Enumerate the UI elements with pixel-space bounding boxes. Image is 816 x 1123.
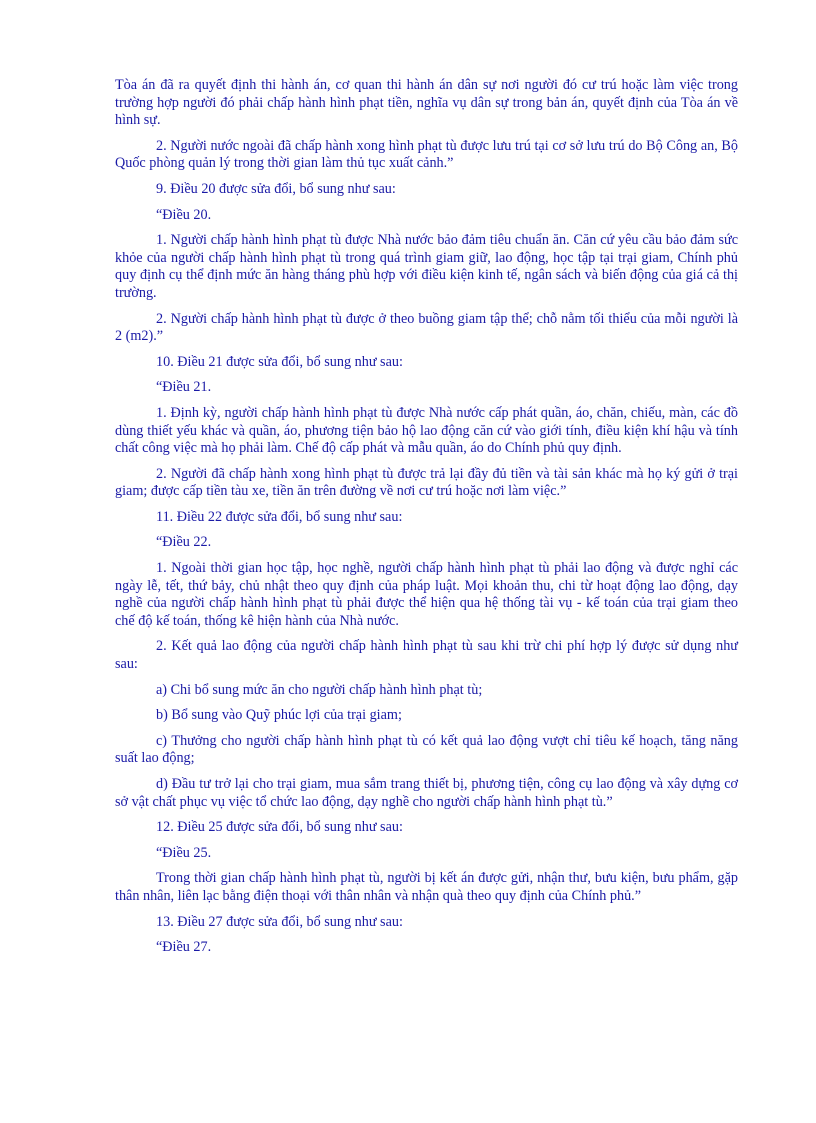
paragraph: d) Đầu tư trở lại cho trại giam, mua sắm trang thiết bị, phương tiện, công cụ lao động và xây dựng cơ sở vật chất phục vụ việc tổ chức lao động, dạy nghề cho người chấp hành hình phạt tù.”	[115, 776, 738, 810]
paragraph: “Điều 20.	[156, 206, 212, 223]
paragraph: “Điều 21.	[156, 379, 212, 396]
paragraph: c) Thưởng cho người chấp hành hình phạt tù có kết quả lao động vượt chỉ tiêu kế hoạch, tăng năng suất lao động;	[115, 732, 738, 767]
document-page	[115, 77, 738, 965]
paragraph: 1. Định kỳ, người chấp hành hình phạt tù được Nhà nước cấp phát quần, áo, chăn, chiếu, màn, các đồ dùng thiết yếu khác và quần, áo, phương tiện bảo hộ lao động căn cứ vào giới tính, điều kiện khí hậu và tính chất công việc mà họ phải làm. Chế độ cấp phát và mẫu quần, áo do Chính phủ quy định.	[115, 404, 738, 457]
paragraph: Trong thời gian chấp hành hình phạt tù, người bị kết án được gửi, nhận thư, bưu kiện, bưu phẩm, gặp thân nhân, liên lạc bằng điện thoại với thân nhân và nhận quà theo quy định của Chính phủ.”	[115, 870, 738, 904]
paragraph: 2. Người nước ngoài đã chấp hành xong hình phạt tù được lưu trú tại cơ sở lưu trú do Bộ Công an, Bộ Quốc phòng quản lý trong thời gian làm thủ tục xuất cảnh.”	[115, 137, 738, 172]
paragraph: 2. Kết quả lao động của người chấp hành hình phạt tù sau khi trừ chi phí hợp lý được sử dụng như sau:	[115, 638, 738, 673]
paragraph: a) Chi bổ sung mức ăn cho người chấp hành hình phạt tù;	[156, 681, 483, 698]
paragraph: 9. Điều 20 được sửa đổi, bổ sung như sau:	[156, 180, 396, 197]
paragraph: “Điều 22.	[156, 534, 212, 551]
paragraph: b) Bổ sung vào Quỹ phúc lợi của trại giam;	[156, 707, 402, 724]
paragraph: Tòa án đã ra quyết định thi hành án, cơ quan thi hành án dân sự nơi người đó cư trú hoặc làm việc trong trường hợp người đó phải chấp hành hình phạt tiền, nghĩa vụ dân sự trong bản án, quyết định của Tòa án về hình sự.	[115, 77, 738, 129]
paragraph: “Điều 25.	[156, 844, 212, 861]
paragraph: 13. Điều 27 được sửa đổi, bổ sung như sau:	[156, 913, 403, 930]
paragraph: 1. Ngoài thời gian học tập, học nghề, người chấp hành hình phạt tù phải lao động và được nghỉ các ngày lễ, tết, thứ bảy, chủ nhật theo quy định của pháp luật. Mọi khoản thu, chi từ hoạt động lao động, dạy nghề của người chấp hành hình phạt tù phải được thể hiện qua hệ thống tài vụ - kế toán của trại giam theo chế độ kế toán, thống kê hiện hành của Nhà nước.	[115, 560, 738, 629]
paragraph: “Điều 27.	[156, 939, 212, 956]
paragraph: 2. Người đã chấp hành xong hình phạt tù được trả lại đầy đủ tiền và tài sản khác mà họ ký gửi ở trại giam; được cấp tiền tàu xe, tiền ăn trên đường về nơi cư trú hoặc nơi làm việc.”	[115, 465, 738, 500]
paragraph: 12. Điều 25 được sửa đổi, bổ sung như sau:	[156, 819, 403, 836]
paragraph: 10. Điều 21 được sửa đổi, bổ sung như sau:	[156, 353, 403, 370]
paragraph: 2. Người chấp hành hình phạt tù được ở theo buồng giam tập thể; chỗ nằm tối thiểu của mỗi người là 2 (m2).”	[115, 310, 738, 345]
paragraph: 11. Điều 22 được sửa đổi, bổ sung như sau:	[156, 508, 403, 525]
paragraph: 1. Người chấp hành hình phạt tù được Nhà nước bảo đảm tiêu chuẩn ăn. Căn cứ yêu cầu bảo đảm sức khỏe của người chấp hành hình phạt tù trong quá trình giam giữ, lao động, học tập tại trại giam, Chính phủ quy định cụ thể định mức ăn hàng tháng phù hợp với điều kiện kinh tế, ngân sách và biến động của giá cả thị trường.	[115, 232, 738, 301]
